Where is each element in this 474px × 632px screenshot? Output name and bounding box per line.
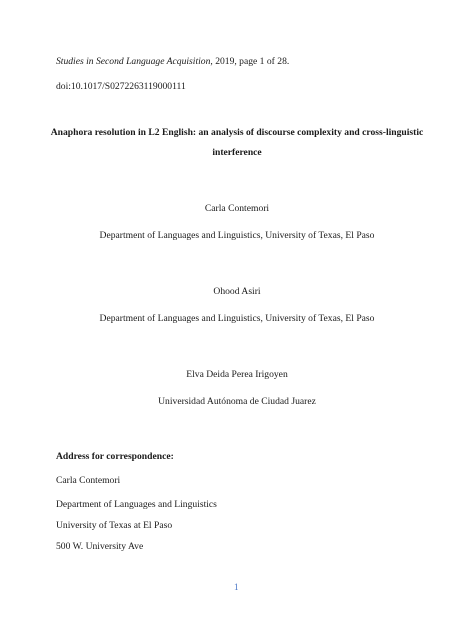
correspondence-heading: Address for correspondence: [56,451,174,462]
author-name-3: Elva Deida Perea Irigoyen [186,369,288,380]
correspondence-line-2: Department of Languages and Linguistics [56,499,217,510]
author-affiliation-3: Universidad Autónoma de Ciudad Juarez [158,396,316,407]
paper-title-line-1: Anaphora resolution in L2 English: an analysis of discourse complexity and cross-linguistic [50,127,424,138]
author-affiliation-2: Department of Languages and Linguistics, University of Texas, El Paso [99,313,375,324]
correspondence-line-1: Carla Contemori [56,475,121,486]
correspondence-line-4: 500 W. University Ave [56,541,144,552]
doi: doi:10.1017/S0272263119000111 [56,81,186,92]
correspondence-line-3: University of Texas at El Paso [56,520,173,531]
paper-title-line-2: interference [212,147,262,158]
paper-title [50,123,424,163]
journal-name: Studies in Second Language Acquisition [56,56,211,67]
author-affiliation-1: Department of Languages and Linguistics, University of Texas, El Paso [99,230,375,241]
journal-citation [56,56,289,67]
author-name-2: Ohood Asiri [213,286,261,297]
page-number: 1 [234,582,239,592]
journal-citation-rest: , 2019, page 1 of 28. [210,56,290,67]
author-name-1: Carla Contemori [204,203,270,214]
